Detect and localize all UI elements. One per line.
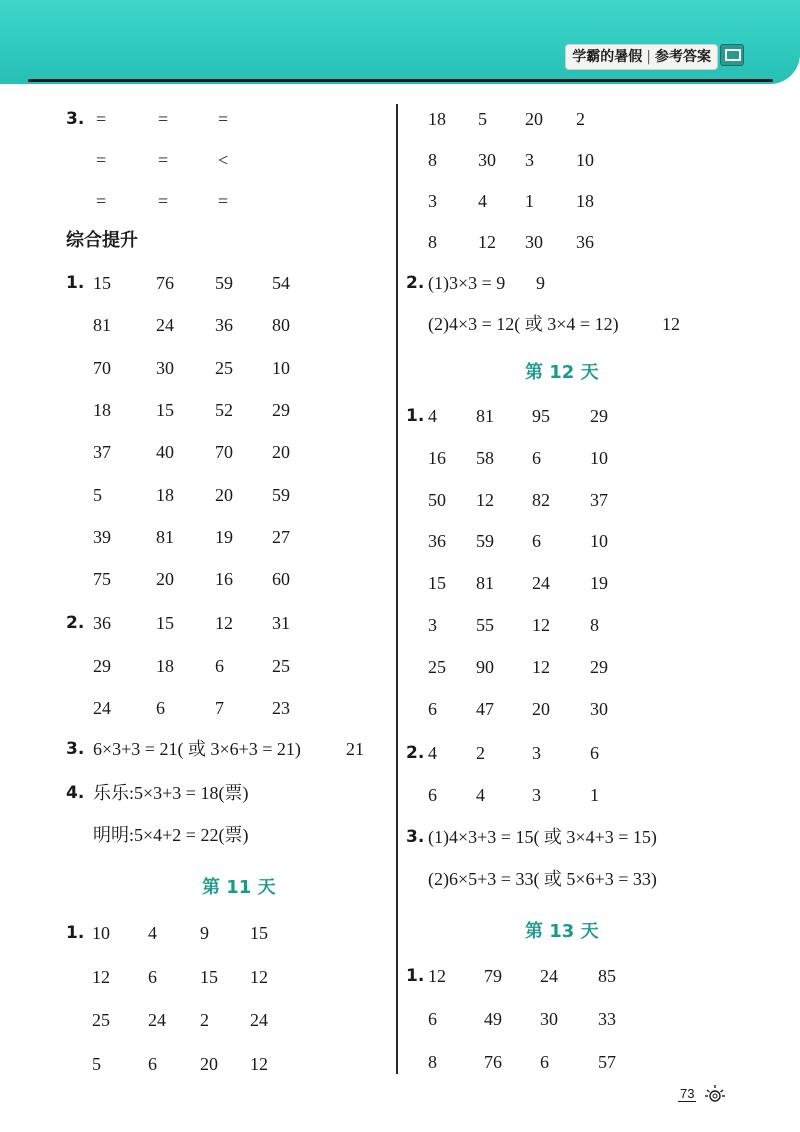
section-title-day13: 第 13 天 (525, 921, 599, 942)
z1-cell: 37 (93, 442, 111, 463)
q2-line: (2)4×3 = 12( 或 3×4 = 12) (428, 314, 619, 334)
d12q1-cell: 19 (590, 573, 608, 594)
section-title-zonghe: 综合提升 (66, 230, 138, 251)
z1-cell: 18 (156, 484, 174, 505)
page-number: 73 (680, 1086, 695, 1101)
d12q1-cell: 6 (532, 447, 541, 468)
z1-cell: 10 (272, 357, 290, 378)
z1-cell: 30 (156, 357, 174, 378)
d13-cell: 6 (428, 1009, 437, 1029)
right-top-cell: 30 (525, 232, 543, 252)
question-label: 3. (406, 827, 425, 847)
d11-cell: 4 (148, 923, 157, 943)
compare-cell: = (158, 150, 169, 170)
question-label: 2. (66, 613, 85, 633)
d13-cell: 33 (598, 1009, 616, 1029)
question-label: 1. (406, 966, 425, 986)
z1-cell: 81 (93, 315, 111, 336)
z2-cell: 7 (215, 698, 224, 718)
d12q1-cell: 15 (428, 573, 446, 594)
question-label: 2. (406, 743, 425, 763)
right-top-cell: 20 (525, 109, 543, 129)
d12q3-line: (1)4×3+3 = 15( 或 3×4+3 = 15) (428, 827, 657, 847)
z2-cell: 18 (156, 655, 174, 676)
z1-cell: 39 (93, 526, 111, 547)
d12q1-cell: 81 (476, 406, 494, 426)
header-banner (0, 0, 800, 84)
q2-answer: 9 (536, 273, 545, 293)
d12q1-cell: 29 (590, 406, 608, 426)
z1-cell: 70 (215, 442, 233, 463)
d12q1-cell: 59 (476, 531, 494, 552)
z2-cell: 15 (156, 613, 174, 633)
d12q1-cell: 6 (532, 531, 541, 552)
q2-line: (1)3×3 = 9 (428, 273, 506, 293)
z2-cell: 12 (215, 613, 233, 633)
header-subtitle: 参考答案 (655, 49, 711, 65)
z2-cell: 31 (272, 613, 290, 633)
d12q3-line: (2)6×5+3 = 33( 或 5×6+3 = 33) (428, 869, 657, 889)
d13-cell: 6 (540, 1052, 549, 1072)
compare-cell: = (96, 109, 107, 129)
d12q1-cell: 12 (532, 615, 550, 635)
z1-cell: 24 (156, 315, 174, 336)
right-top-cell: 1 (525, 191, 534, 211)
z1-cell: 18 (93, 399, 111, 420)
d11-cell: 12 (250, 1053, 268, 1074)
z1-cell: 81 (156, 526, 174, 547)
z1-cell: 25 (215, 357, 233, 378)
section-title-day11: 第 11 天 (202, 877, 276, 898)
d12q2-cell: 1 (590, 785, 599, 805)
right-top-cell: 8 (428, 232, 437, 252)
d13-cell: 76 (484, 1052, 502, 1072)
d12q1-cell: 3 (428, 615, 437, 635)
z1-cell: 20 (215, 484, 233, 505)
compare-cell: = (218, 109, 229, 129)
right-top-cell: 4 (478, 191, 487, 211)
d11-cell: 15 (250, 923, 268, 943)
q2-answer: 12 (662, 314, 680, 334)
z1-cell: 15 (93, 273, 111, 293)
d12q1-cell: 20 (532, 698, 550, 719)
question-label: 3. (66, 109, 85, 129)
right-top-cell: 3 (525, 150, 534, 170)
z3-answer: 21 (346, 739, 364, 759)
z1-cell: 59 (272, 484, 290, 505)
question-label: 2. (406, 273, 425, 293)
z2-cell: 24 (93, 698, 111, 718)
z1-cell: 80 (272, 315, 290, 336)
d12q1-cell: 24 (532, 573, 550, 594)
compare-cell: < (218, 150, 229, 170)
d11-cell: 15 (200, 966, 218, 987)
right-top-cell: 12 (478, 232, 496, 252)
z1-cell: 27 (272, 526, 290, 547)
book-icon (720, 44, 744, 66)
d11-cell: 2 (200, 1010, 209, 1030)
d11-cell: 6 (148, 1053, 157, 1074)
question-label: 1. (66, 923, 85, 943)
z2-cell: 29 (93, 655, 111, 676)
z1-cell: 20 (156, 569, 174, 590)
z1-cell: 54 (272, 273, 290, 293)
z2-cell: 6 (156, 698, 165, 718)
d13-cell: 85 (598, 966, 616, 986)
right-top-cell: 18 (428, 109, 446, 129)
d11-cell: 12 (92, 966, 110, 987)
d12q1-cell: 10 (590, 447, 608, 468)
d11-cell: 20 (200, 1053, 218, 1074)
right-top-cell: 2 (576, 109, 585, 129)
d12q1-cell: 6 (428, 698, 437, 719)
d12q1-cell: 30 (590, 698, 608, 719)
right-top-cell: 3 (428, 191, 437, 211)
d13-cell: 49 (484, 1009, 502, 1029)
d12q2-cell: 4 (428, 743, 437, 763)
d12q1-cell: 25 (428, 656, 446, 677)
z1-cell: 40 (156, 442, 174, 463)
d12q1-cell: 37 (590, 489, 608, 510)
d11-cell: 25 (92, 1010, 110, 1030)
compare-cell: = (158, 191, 169, 211)
d12q1-cell: 50 (428, 489, 446, 510)
d12q1-cell: 58 (476, 447, 494, 468)
d12q2-cell: 3 (532, 785, 541, 805)
right-top-cell: 36 (576, 232, 594, 252)
question-label: 1. (406, 406, 425, 426)
z1-cell: 29 (272, 399, 290, 420)
z4-line: 乐乐:5×3+3 = 18(票) (93, 783, 249, 803)
right-top-cell: 10 (576, 150, 594, 170)
right-top-cell: 8 (428, 150, 437, 170)
right-top-cell: 5 (478, 109, 487, 129)
d12q2-cell: 3 (532, 743, 541, 763)
header-separator: | (646, 49, 651, 65)
header-brand (565, 44, 718, 70)
d12q1-cell: 12 (532, 656, 550, 677)
d12q1-cell: 8 (590, 615, 599, 635)
z1-cell: 16 (215, 569, 233, 590)
z1-cell: 5 (93, 484, 102, 505)
d12q1-cell: 10 (590, 531, 608, 552)
d13-cell: 57 (598, 1052, 616, 1072)
d11-cell: 12 (250, 966, 268, 987)
right-top-cell: 18 (576, 191, 594, 211)
d12q1-cell: 12 (476, 489, 494, 510)
d11-cell: 5 (92, 1053, 101, 1074)
sun-icon (704, 1082, 726, 1104)
d11-cell: 24 (250, 1010, 268, 1030)
d12q1-cell: 29 (590, 656, 608, 677)
question-label: 1. (66, 273, 85, 293)
header-rule (28, 79, 773, 82)
d11-cell: 6 (148, 966, 157, 987)
z1-cell: 60 (272, 569, 290, 590)
d12q1-cell: 47 (476, 698, 494, 719)
z2-cell: 6 (215, 655, 224, 676)
z1-cell: 76 (156, 273, 174, 293)
d12q1-cell: 36 (428, 531, 446, 552)
compare-cell: = (96, 191, 107, 211)
section-title-day12: 第 12 天 (525, 362, 599, 383)
d13-cell: 24 (540, 966, 558, 986)
z3-equation: 6×3+3 = 21( 或 3×6+3 = 21) (93, 739, 301, 759)
z1-cell: 70 (93, 357, 111, 378)
d12q1-cell: 16 (428, 447, 446, 468)
right-top-cell: 30 (478, 150, 496, 170)
z1-cell: 36 (215, 315, 233, 336)
d12q1-cell: 55 (476, 615, 494, 635)
d12q2-cell: 2 (476, 743, 485, 763)
z1-cell: 15 (156, 399, 174, 420)
d13-cell: 79 (484, 966, 502, 986)
compare-cell: = (96, 150, 107, 170)
d12q2-cell: 6 (590, 743, 599, 763)
z2-cell: 36 (93, 613, 111, 633)
d11-cell: 9 (200, 923, 209, 943)
z4-line: 明明:5×4+2 = 22(票) (93, 825, 249, 845)
header-title: 学霸的暑假 (572, 49, 643, 65)
d13-cell: 12 (428, 966, 446, 986)
d13-cell: 30 (540, 1009, 558, 1029)
d11-cell: 10 (92, 923, 110, 943)
question-label: 3. (66, 739, 85, 759)
column-divider (396, 104, 398, 1074)
d12q1-cell: 82 (532, 489, 550, 510)
z1-cell: 19 (215, 526, 233, 547)
z1-cell: 20 (272, 442, 290, 463)
d12q1-cell: 4 (428, 406, 437, 426)
d12q1-cell: 90 (476, 656, 494, 677)
compare-cell: = (218, 191, 229, 211)
d11-cell: 24 (148, 1010, 166, 1030)
d12q2-cell: 6 (428, 785, 437, 805)
d12q1-cell: 81 (476, 573, 494, 594)
d13-cell: 8 (428, 1052, 437, 1072)
d12q1-cell: 95 (532, 406, 550, 426)
z2-cell: 23 (272, 698, 290, 718)
compare-cell: = (158, 109, 169, 129)
z2-cell: 25 (272, 655, 290, 676)
z1-cell: 75 (93, 569, 111, 590)
d12q2-cell: 4 (476, 785, 485, 805)
z1-cell: 59 (215, 273, 233, 293)
question-label: 4. (66, 783, 85, 803)
z1-cell: 52 (215, 399, 233, 420)
